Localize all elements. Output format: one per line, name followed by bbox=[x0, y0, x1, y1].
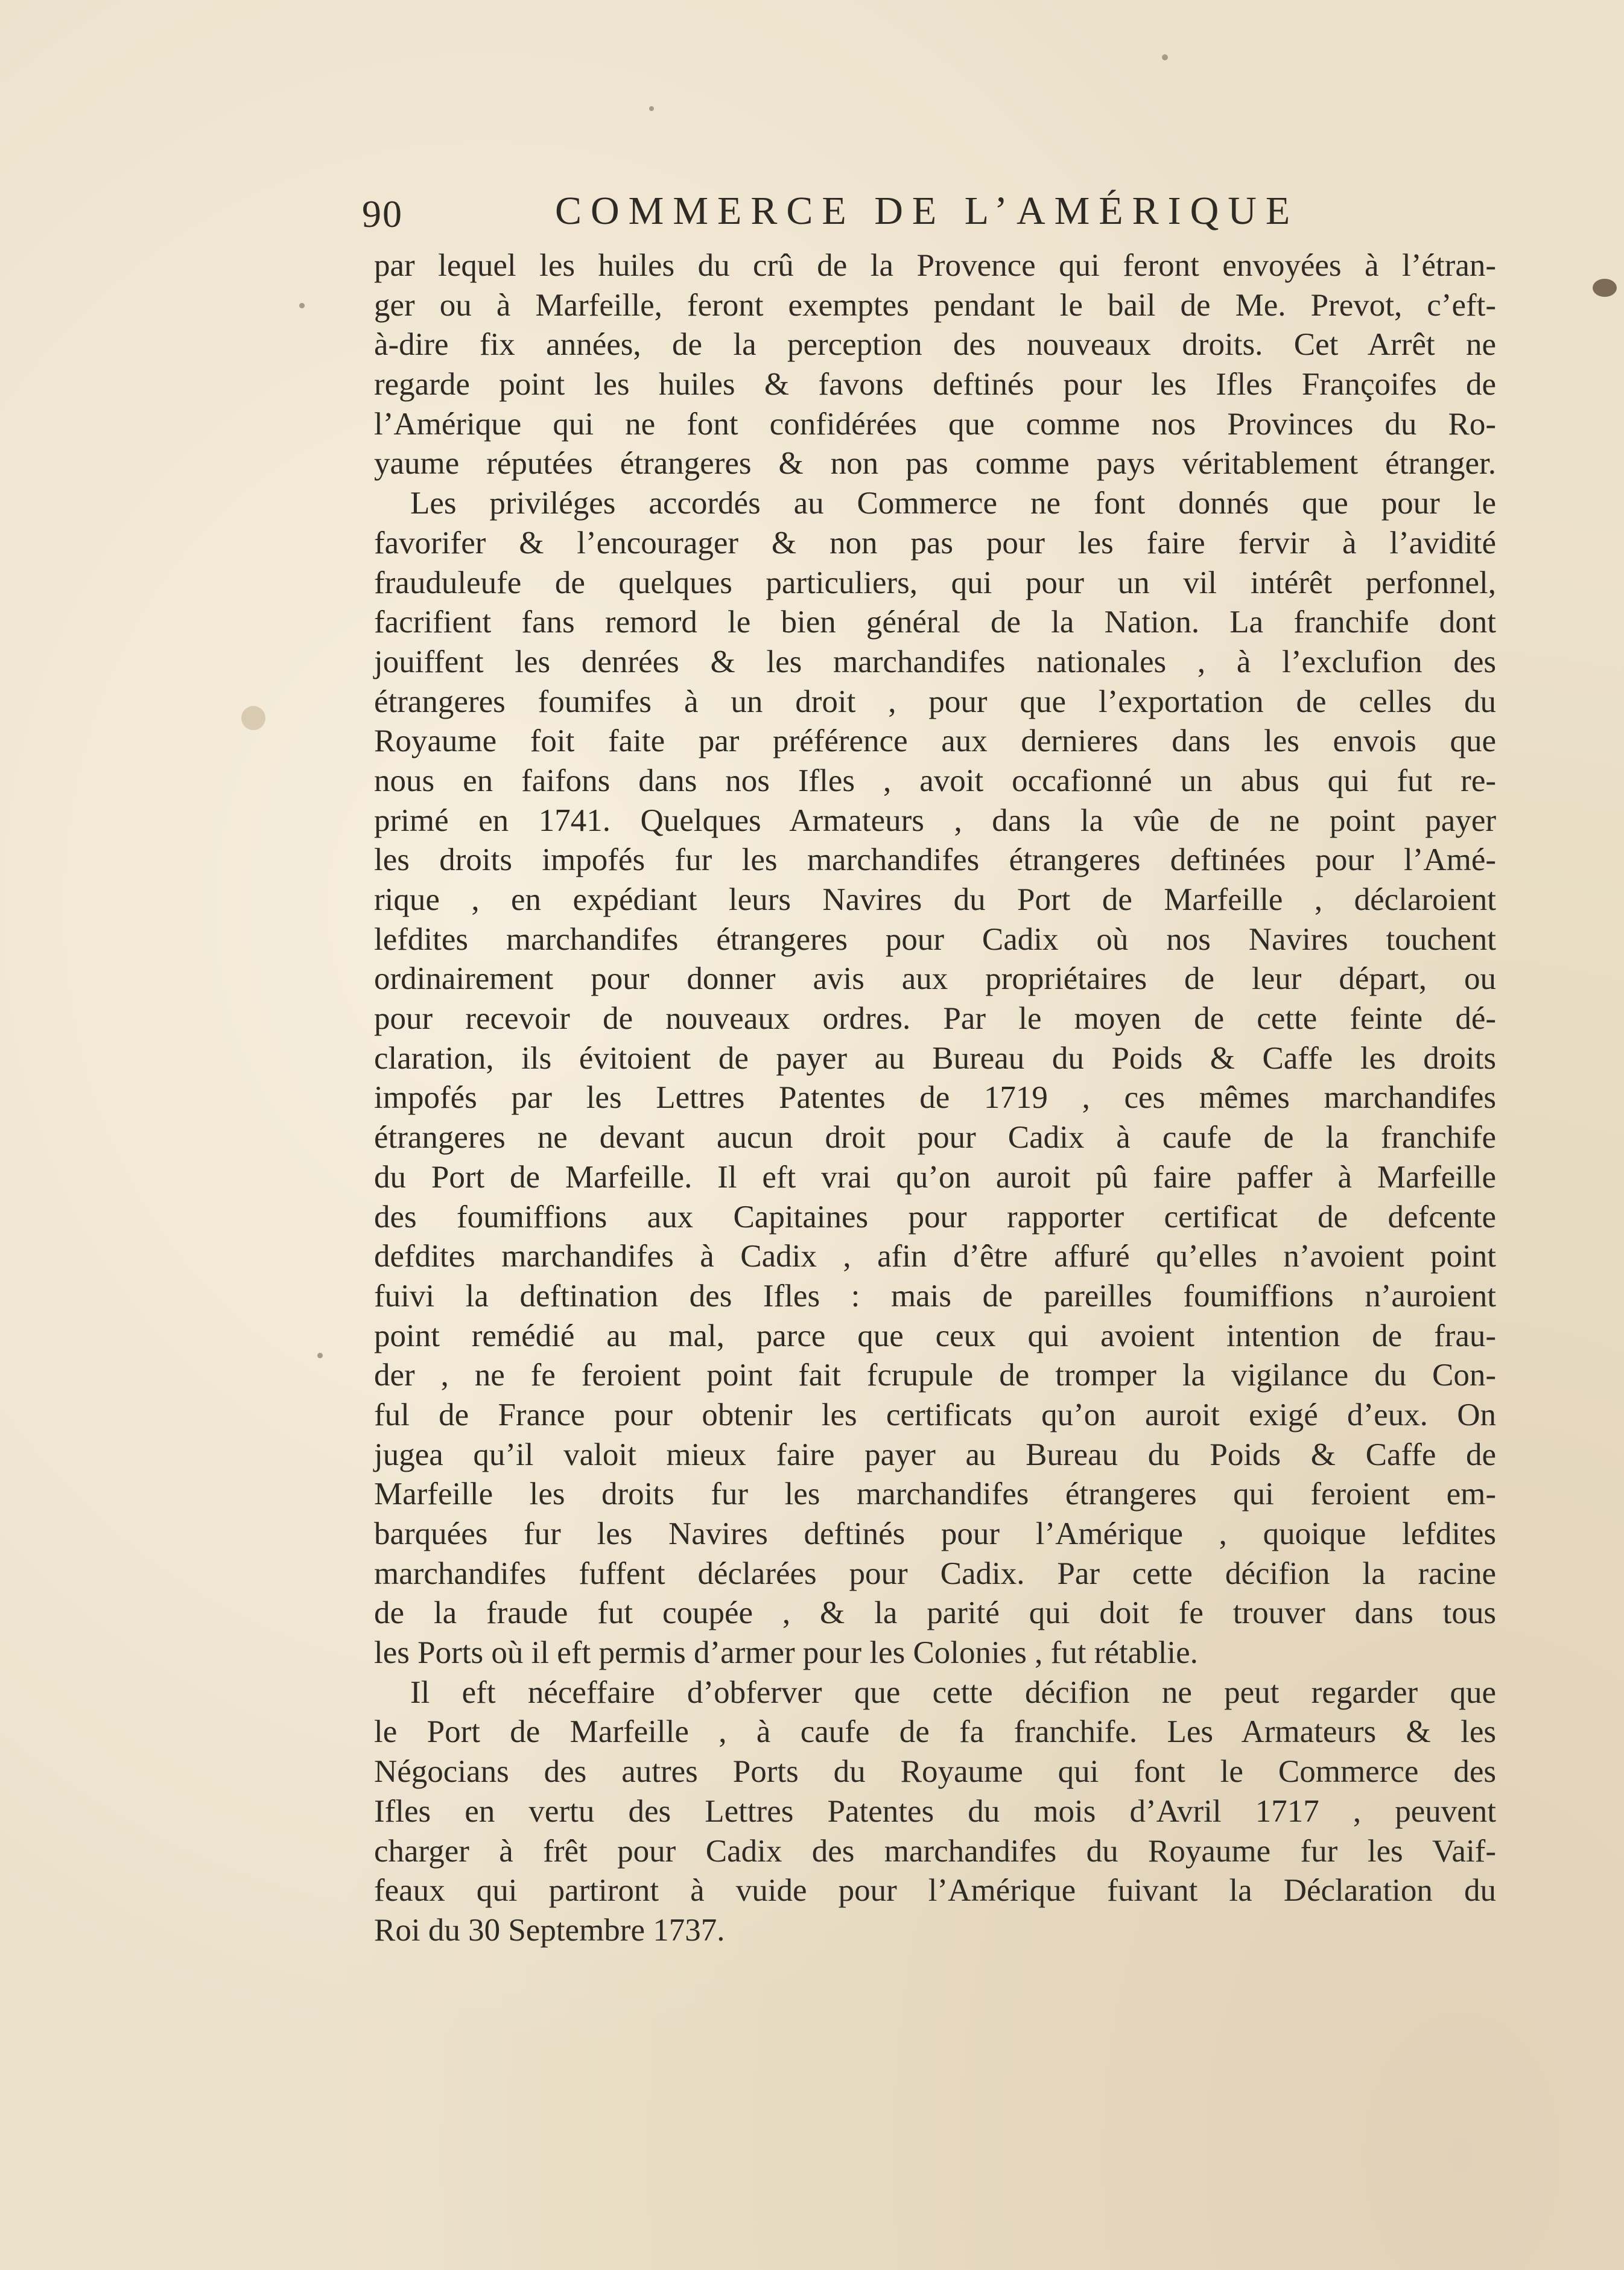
text-line: impofés par les Lettres Patentes de 1719 , ces mêmes marchandifes bbox=[374, 1080, 1496, 1116]
text-line: par lequel les huiles du crû de la Provence qui feront envoyées à l’étran- bbox=[374, 248, 1496, 283]
text-line: de la fraude fut coupée , & la parité qui doit fe trouver dans tous bbox=[374, 1595, 1496, 1631]
text-line: charger à frêt pour Cadix des marchandifes du Royaume fur les Vaif- bbox=[374, 1833, 1496, 1869]
text-line: jouiffent les denrées & les marchandifes nationales , à l’exclufion des bbox=[374, 644, 1496, 679]
text-line: point remédié au mal, parce que ceux qui avoient intention de frau- bbox=[374, 1318, 1496, 1353]
page-number: 90 bbox=[362, 192, 403, 235]
text-line: fuivi la deftination des Ifles : mais de pareilles foumiffions n’auroient bbox=[374, 1278, 1496, 1314]
text-line: feaux qui partiront à vuide pour l’Amérique fuivant la Déclaration du bbox=[374, 1873, 1496, 1909]
text-line: ger ou à Marfeille, feront exemptes pendant le bail de Me. Prevot, c’eft- bbox=[374, 287, 1496, 323]
text-line: lefdites marchandifes étrangeres pour Cadix où nos Navires touchent bbox=[374, 921, 1496, 957]
text-line: claration, ils évitoient de payer au Bureau du Poids & Caffe les droits bbox=[374, 1040, 1496, 1076]
text-line: der , ne fe feroient point fait fcrupule de tromper la vigilance du Con- bbox=[374, 1358, 1496, 1393]
text-line: des foumiffions aux Capitaines pour rapporter certificat de defcente bbox=[374, 1199, 1496, 1235]
text-line: ordinairement pour donner avis aux propriétaires de leur départ, ou bbox=[374, 961, 1496, 997]
text-line: les droits impofés fur les marchandifes étrangeres deftinées pour l’Amé- bbox=[374, 842, 1496, 878]
text-line: du Port de Marfeille. Il eft vrai qu’on auroit pû faire paffer à Marfeille bbox=[374, 1159, 1496, 1195]
text-line: marchandifes fuffent déclarées pour Cadix. Par cette décifion la racine bbox=[374, 1556, 1496, 1591]
ink-speck bbox=[317, 1353, 323, 1358]
text-line: Marfeille les droits fur les marchandifes étrangeres qui feroient em- bbox=[374, 1477, 1496, 1512]
text-line: regarde point les huiles & favons deftinés pour les Ifles Françoifes de bbox=[374, 367, 1496, 402]
text-line: facrifient fans remord le bien général de la Nation. La franchife dont bbox=[374, 605, 1496, 640]
text-line: primé en 1741. Quelques Armateurs , dans la vûe de ne point payer bbox=[374, 803, 1496, 838]
text-line: nous en faifons dans nos Ifles , avoit occafionné un abus qui fut re- bbox=[374, 763, 1496, 798]
text-line: yaume réputées étrangeres & non pas comme pays véritablement étranger. bbox=[374, 446, 1496, 482]
text-line: barquées fur les Navires deftinés pour l’Amérique , quoique lefdites bbox=[374, 1516, 1496, 1551]
text-line: defdites marchandifes à Cadix , afin d’être affuré qu’elles n’avoient point bbox=[374, 1239, 1496, 1274]
text-line: l’Amérique qui ne font confidérées que comme nos Provinces du Ro- bbox=[374, 406, 1496, 442]
ink-speck bbox=[649, 106, 654, 111]
body-text bbox=[374, 246, 1496, 1951]
text-line: étrangeres ne devant aucun droit pour Cadix à caufe de la franchife bbox=[374, 1120, 1496, 1156]
text-line: ful de France pour obtenir les certificats qu’on auroit exigé d’eux. On bbox=[374, 1397, 1496, 1432]
text-line: Roi du 30 Septembre 1737. bbox=[374, 1912, 725, 1948]
text-line: Ifles en vertu des Lettres Patentes du mois d’Avril 1717 , peuvent bbox=[374, 1793, 1496, 1829]
running-title: COMMERCE DE L’AMÉRIQUE bbox=[555, 189, 1299, 233]
stain-spot bbox=[1593, 279, 1617, 297]
text-line: Négocians des autres Ports du Royaume qui font le Commerce des bbox=[374, 1754, 1496, 1790]
text-line: rique , en expédiant leurs Navires du Port de Marfeille , déclaroient bbox=[374, 882, 1496, 917]
text-line: le Port de Marfeille , à caufe de fa franchife. Les Armateurs & les bbox=[374, 1714, 1496, 1750]
ink-speck bbox=[1162, 54, 1168, 60]
text-line: Royaume foit faite par préférence aux dernieres dans les envois que bbox=[374, 723, 1496, 759]
text-line: frauduleufe de quelques particuliers, qui pour un vil intérêt perfonnel, bbox=[374, 565, 1496, 600]
text-line: Les priviléges accordés au Commerce ne font donnés que pour le bbox=[410, 486, 1496, 521]
text-line: jugea qu’il valoit mieux faire payer au Bureau du Poids & Caffe de bbox=[374, 1437, 1496, 1472]
text-line: favorifer & l’encourager & non pas pour les faire fervir à l’avidité bbox=[374, 525, 1496, 561]
text-line: à-dire fix années, de la perception des nouveaux droits. Cet Arrêt ne bbox=[374, 327, 1496, 363]
text-line: Il eft néceffaire d’obferver que cette décifion ne peut regarder que bbox=[410, 1674, 1496, 1710]
text-line: étrangeres foumifes à un droit , pour que l’exportation de celles du bbox=[374, 684, 1496, 719]
stain-spot bbox=[241, 706, 265, 730]
page-header bbox=[362, 181, 1388, 247]
text-line: les Ports où il eft permis d’armer pour les Colonies , fut rétablie. bbox=[374, 1635, 1198, 1671]
text-line: pour recevoir de nouveaux ordres. Par le moyen de cette feinte dé- bbox=[374, 1001, 1496, 1037]
ink-speck bbox=[299, 303, 305, 308]
